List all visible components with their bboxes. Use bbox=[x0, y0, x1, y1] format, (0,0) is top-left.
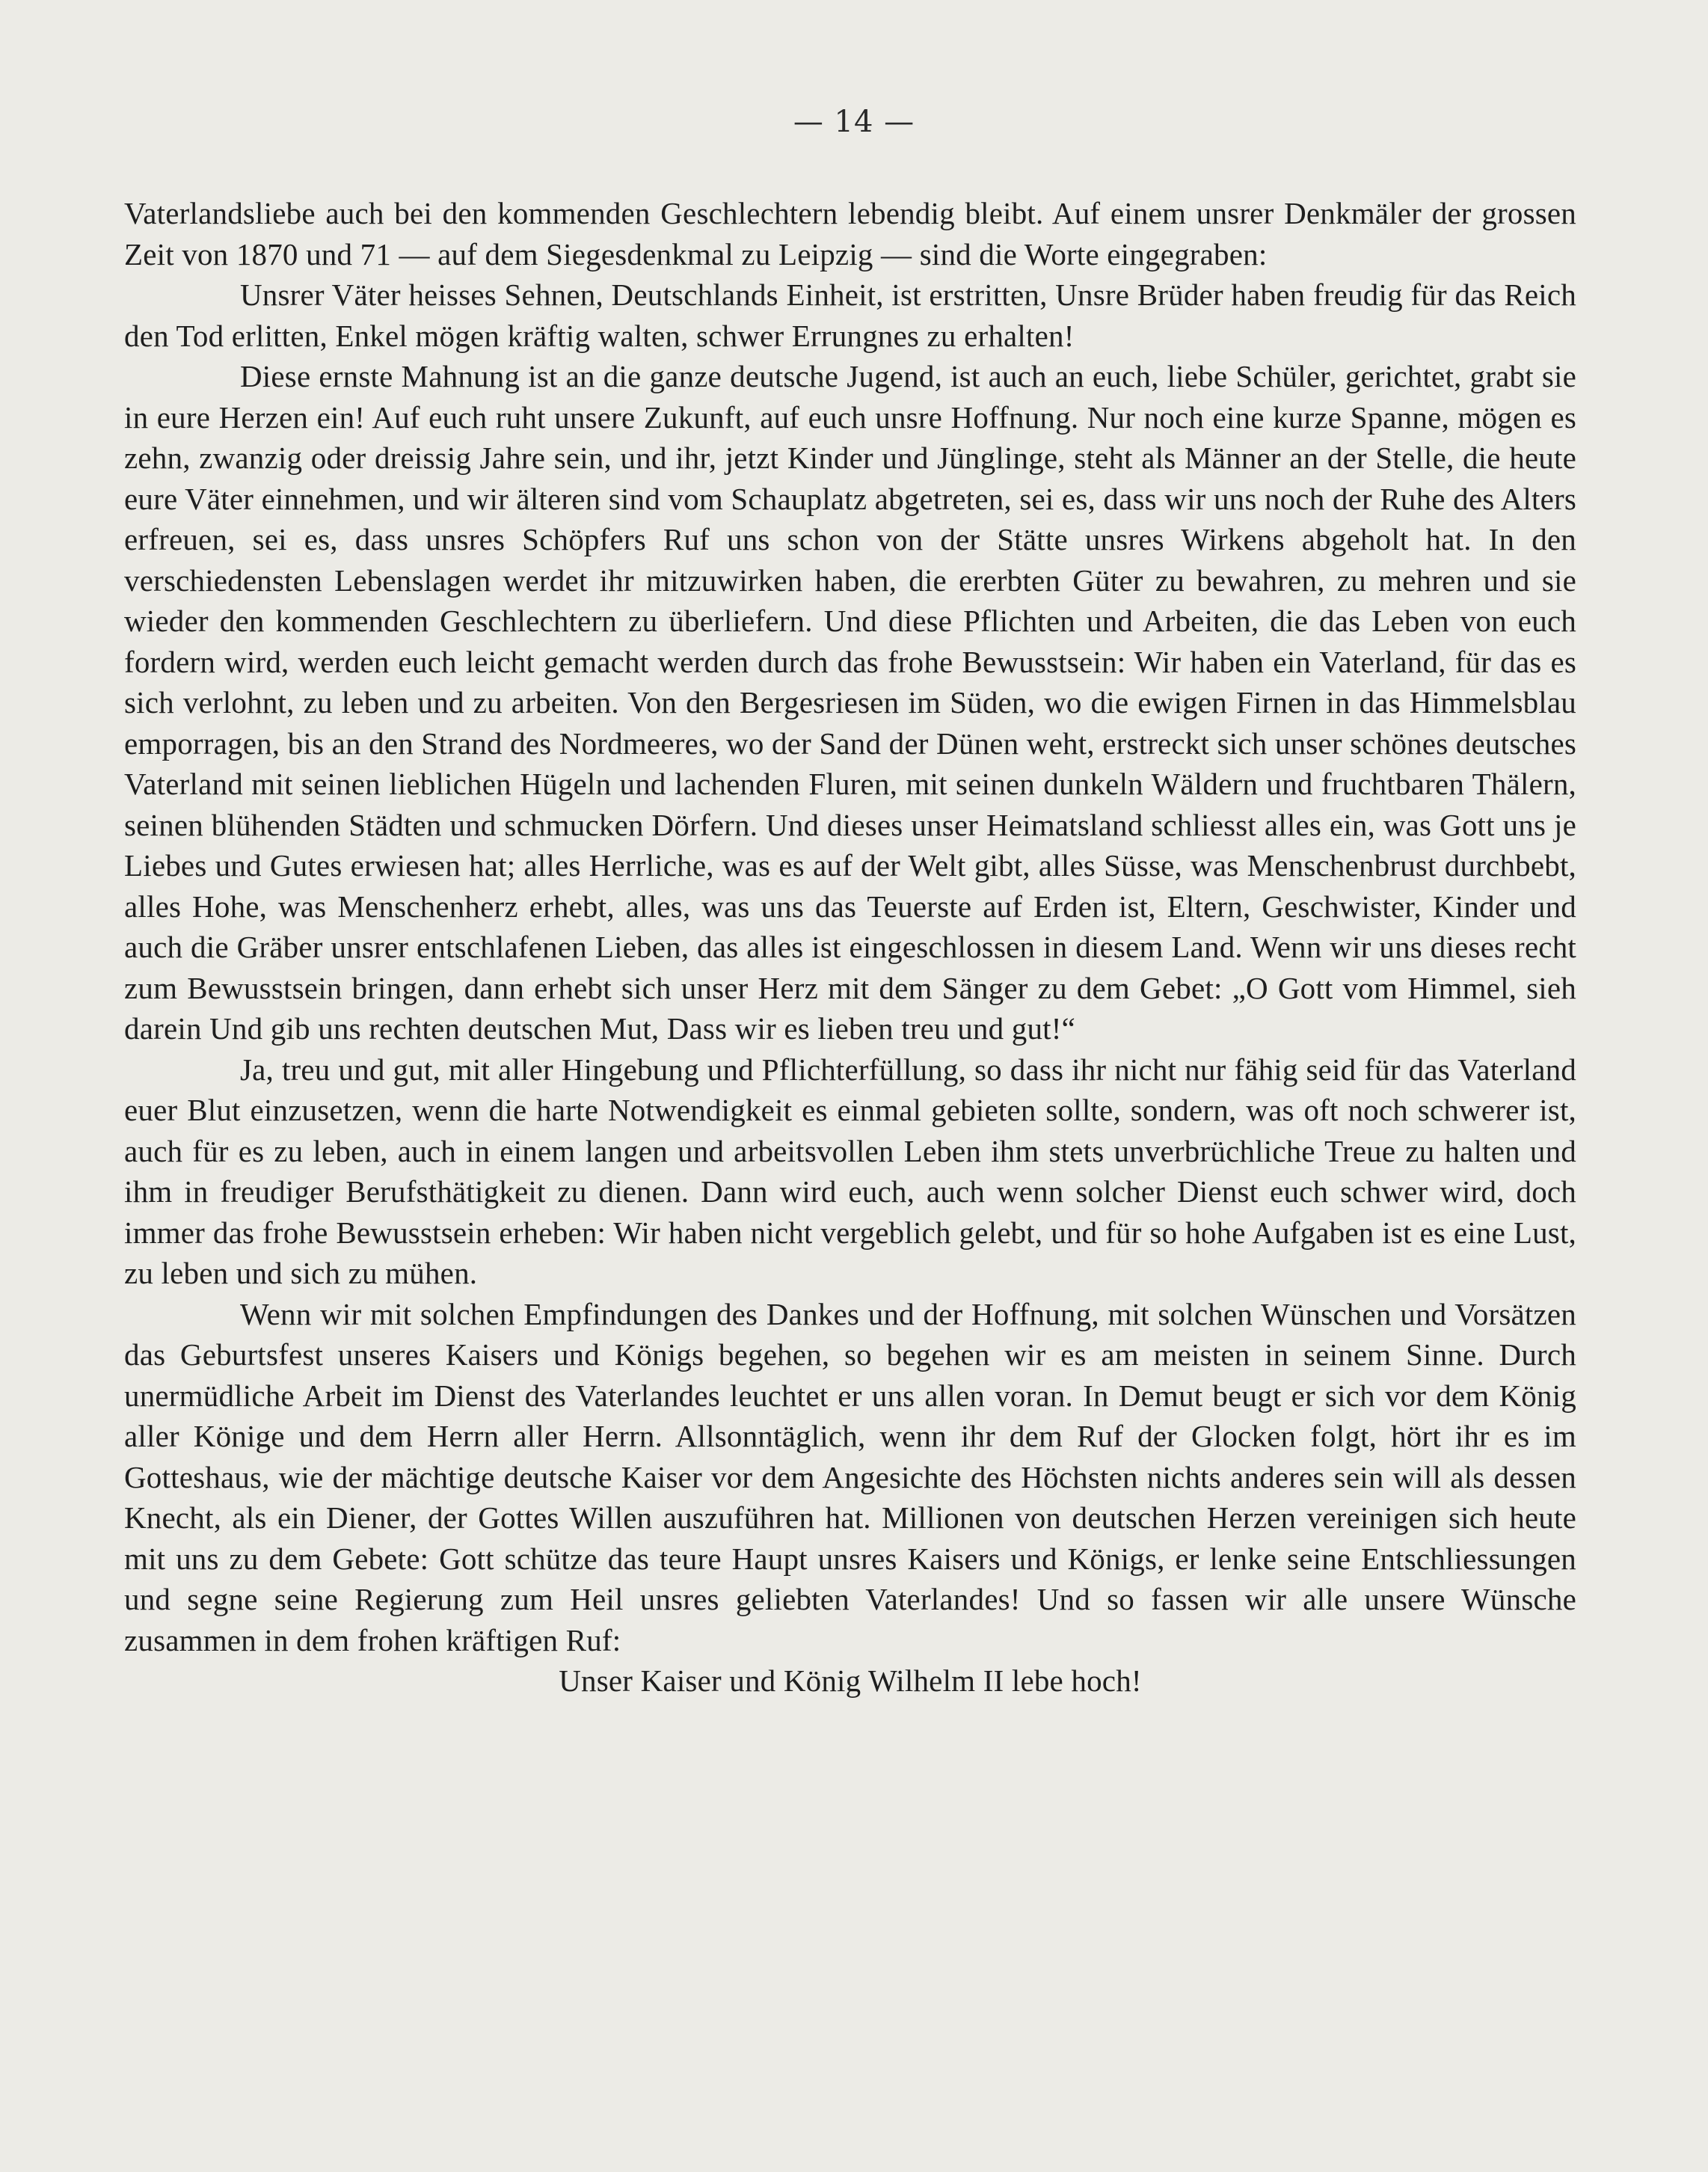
paragraph-birthday: Wenn wir mit solchen Empfindungen des Dankes und der Hoffnung, mit solchen Wünschen und Vorsätzen das Geburtsfest unseres Kaisers und Königs begehen, so begehen wir es am meisten in seinem Sinne. Durch unermüdliche Arbeit im Dienst des Vaterlandes leuchtet er uns allen voran. In Demut beugt er sich vor dem König aller Könige und dem Herrn aller Herrn. Allsonntäglich, wenn ihr dem Ruf der Glocken folgt, hört ihr es im Gotteshaus, wie der mächtige deutsche Kaiser vor dem Angesichte des Höchsten nichts anderes sein will als dessen Knecht, als ein Diener, der Gottes Willen auszuführen hat. Millionen von deutschen Herzen vereinigen sich heute mit uns zu dem Gebete: Gott schütze das teure Haupt unsres Kaisers und Königs, er lenke seine Entschliessungen und segne seine Regierung zum Heil unsres geliebten Vaterlandes! Und so fassen wir alle unsere Wünsche zusammen in dem frohen kräftigen Ruf: bbox=[124, 1296, 1576, 1657]
paragraph-opening: Vaterlandsliebe auch bei den kommenden Geschlechtern lebendig bleibt. Auf einem unsrer Denkmäler der grossen Zeit von 1870 und 71 — auf dem Siegesdenkmal zu Leipzig — sind die Worte eingegraben: bbox=[124, 196, 1576, 272]
paragraph-loyalty: Ja, treu und gut, mit aller Hingebung und Pflichterfüllung, so dass ihr nicht nur fähig seid für das Vaterland euer Blut einzusetzen, wenn die harte Notwendigkeit es einmal gebieten sollte, sondern, was oft noch schwerer ist, auch für es zu leben, auch in einem langen und arbeitsvollen Leben ihm stets unverbrüchliche Treue zu halten und ihm in freudiger Berufsthätigkeit zu dienen. Dann wird euch, auch wenn solcher Dienst euch schwer wird, doch immer das frohe Bewusstsein erheben: Wir haben nicht vergeblich gelebt, und für so hohe Aufgaben ist es eine Lust, zu leben und sich zu mühen. bbox=[124, 1052, 1576, 1290]
page-number: — 14 — bbox=[793, 105, 915, 139]
paragraph-admonition: Diese ernste Mahnung ist an die ganze deutsche Jugend, ist auch an euch, liebe Schüler, gerichtet, grabt sie in eure Herzen ein! Auf euch ruht unsere Zukunft, auf euch unsre Hoffnung. Nur noch eine kurze Spanne, mögen es zehn, zwanzig oder dreissig Jahre sein, und ihr, jetzt Kinder und Jünglinge, steht als Männer an der Stelle, die heute eure Väter einnehmen, und wir älteren sind vom Schauplatz abgetreten, sei es, dass wir uns noch der Ruhe des Alters erfreuen, sei es, dass unsres Schöpfers Ruf uns schon von der Stätte unsres Wirkens abgeholt hat. In den verschiedensten Lebenslagen werdet ihr mitzuwirken haben, die ererbten Güter zu bewahren, zu mehren und sie wieder den kommenden Geschlechtern zu überliefern. Und diese Pflichten und Arbeiten, die das Leben von euch fordern wird, werden euch leicht gemacht werden durch das frohe Bewusstsein: Wir haben ein Vaterland, für das es sich verlohnt, zu leben und zu arbeiten. Von den Bergesriesen im Süden, wo die ewigen Firnen in das Himmelsblau emporragen, bis an den Strand des Nordmeeres, wo der Sand der Dünen weht, erstreckt sich unser schönes deutsches Vaterland mit seinen lieblichen Hügeln und lachenden Fluren, mit seinen dunkeln Wäldern und fruchtbaren Thälern, seinen blühenden Städten und schmucken Dörfern. Und dieses unser Heimatsland schliesst alles ein, was Gott uns je Liebes und Gutes erwiesen hat; alles Herrliche, was es auf der Welt gibt, alles Süsse, was Menschenbrust durchbebt, alles Hohe, was Menschenherz erhebt, alles, was uns das Teuerste auf Erden ist, Eltern, Geschwister, Kinder und auch die Gräber unsrer entschlafenen Lieben, das alles ist eingeschlossen in diesem Land. Wenn wir uns dieses recht zum Bewusstsein bringen, dann erhebt sich unser Herz mit dem Sänger zu dem Gebet: „O Gott vom Himmel, sieh darein Und gib uns rechten deutschen Mut, Dass wir es lieben treu und gut!“ bbox=[124, 359, 1576, 1046]
closing-line: Unser Kaiser und König Wilhelm II lebe hoch! bbox=[559, 1663, 1142, 1698]
body-text bbox=[124, 193, 1576, 1702]
paragraph-inscription: Unsrer Väter heisses Sehnen, Deutschlands Einheit, ist erstritten, Unsre Brüder haben freudig für das Reich den Tod erlitten, Enkel mögen kräftig walten, schwer Errungnes zu erhalten! bbox=[124, 277, 1576, 353]
